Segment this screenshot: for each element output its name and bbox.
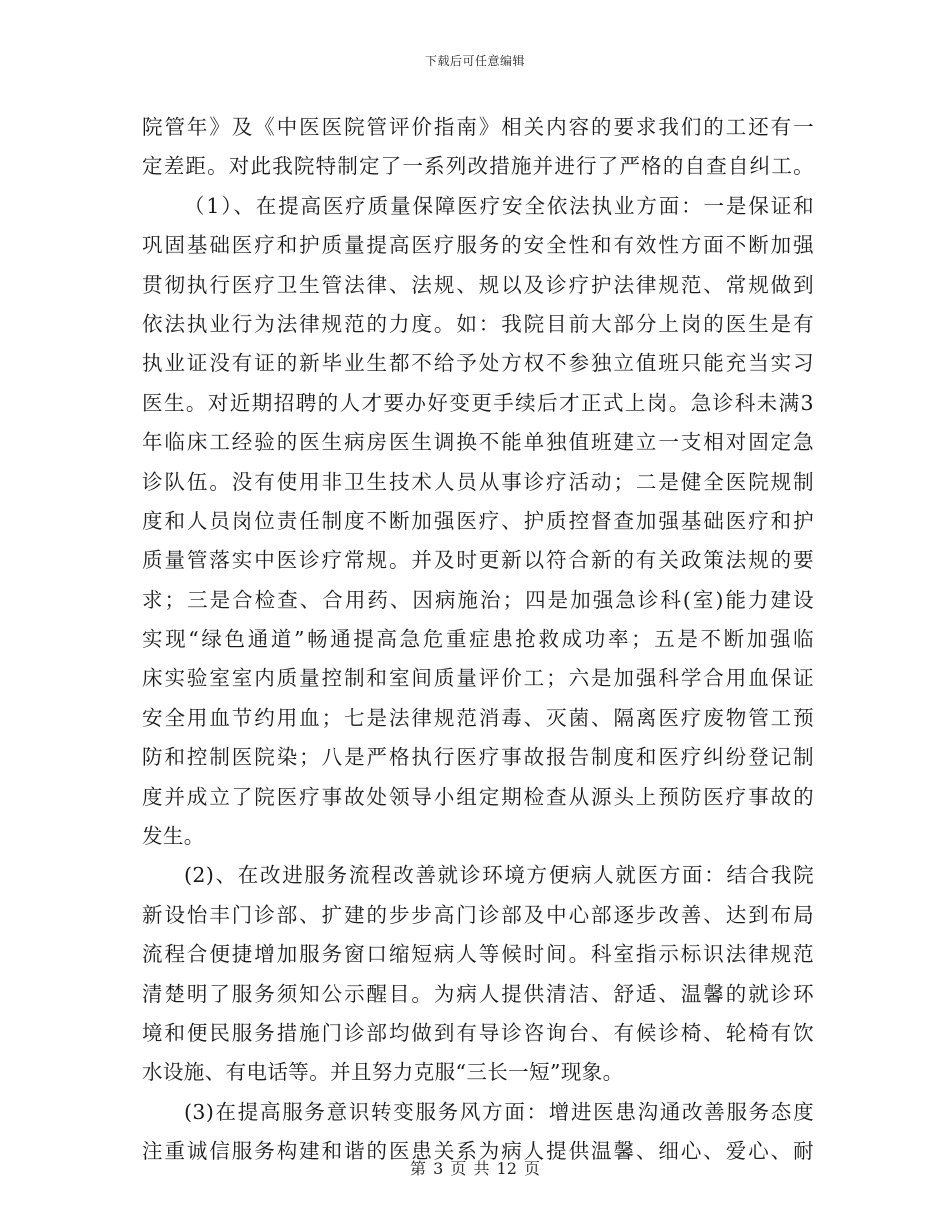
page-footer: 第 3 页 共 12 页 (410, 1159, 540, 1178)
paragraph (142, 108, 814, 187)
text-line: 注重诚信服务构建和谐的医患关系为病人提供温馨、细心、爱心、耐 (142, 1139, 814, 1164)
text-line: 求；三是合检查、合用药、因病施治；四是加强急诊科(室)能力建设 (142, 587, 814, 612)
text-line: 新设怡丰门诊部、扩建的步步高门诊部及中心部逐步改善、达到布局 (142, 902, 814, 927)
text-line: 执业证没有证的新毕业生都不给予处方权不参独立值班只能充当实习 (142, 351, 814, 376)
paragraph (142, 856, 814, 1092)
text-line: 境和便民服务措施门诊部均做到有导诊咨询台、有候诊椅、轮椅有饮 (142, 1020, 814, 1045)
text-line: 院管年》及《中医医院管评价指南》相关内容的要求我们的工还有一 (142, 115, 814, 139)
text-line: (2)、在改进服务流程改善就诊环境方便病人就医方面：结合我院 (184, 863, 814, 888)
text-line: 实现“绿色通道”畅通提高急危重症患抢救成功率；五是不断加强临 (142, 627, 814, 652)
text-line: 水设施、有电话等。并且努力克服“三长一短”现象。 (142, 1060, 624, 1085)
text-line: 安全用血节约用血；七是法律规范消毒、灭菌、隔离医疗废物管工预 (142, 705, 814, 730)
text-line: （1）、在提高医疗质量保障医疗安全依法执业方面：一是保证和 (184, 193, 814, 218)
text-line: 床实验室室内质量控制和室间质量评价工；六是加强科学合用血保证 (142, 666, 814, 691)
text-line: (3)在提高服务意识转变服务风方面：增进医患沟通改善服务态度 (184, 1099, 814, 1124)
text-line: 度并成立了院医疗事故处领导小组定期检查从源头上预防医疗事故的 (142, 784, 814, 809)
text-line: 年临床工经验的医生病房医生调换不能单独值班建立一支相对固定急 (142, 430, 814, 455)
text-line: 质量管落实中医诊疗常规。并及时更新以符合新的有关政策法规的要 (142, 548, 814, 573)
text-line: 巩固基础医疗和护质量提高医疗服务的安全性和有效性方面不断加强 (142, 233, 814, 258)
text-line: 流程合便捷增加服务窗口缩短病人等候时间。科室指示标识法律规范 (142, 942, 814, 967)
text-line: 防和控制医院染；八是严格执行医疗事故报告制度和医疗纠纷登记制 (142, 745, 814, 770)
paragraph (142, 187, 814, 857)
text-line: 贯彻执行医疗卫生管法律、法规、规以及诊疗护法律规范、常规做到 (142, 272, 814, 297)
text-line: 依法执业行为法律规范的力度。如：我院目前大部分上岗的医生是有 (142, 311, 814, 336)
text-line: 定差距。对此我院特制定了一系列改措施并进行了严格的自查自纠工。 (142, 154, 814, 179)
document-body (142, 108, 814, 1172)
text-line: 医生。对近期招聘的人才要办好变更手续后才正式上岗。急诊科未满3 (142, 390, 814, 415)
page-header: 下载后可任意编辑 (424, 54, 525, 68)
text-line: 度和人员岗位责任制度不断加强医疗、护质控督查加强基础医疗和护 (142, 508, 814, 533)
text-line: 诊队伍。没有使用非卫生技术人员从事诊疗活动；二是健全医院规制 (142, 469, 814, 494)
text-line: 发生。 (142, 824, 205, 849)
text-line: 清楚明了服务须知公示醒目。为病人提供清洁、舒适、温馨的就诊环 (142, 981, 814, 1006)
